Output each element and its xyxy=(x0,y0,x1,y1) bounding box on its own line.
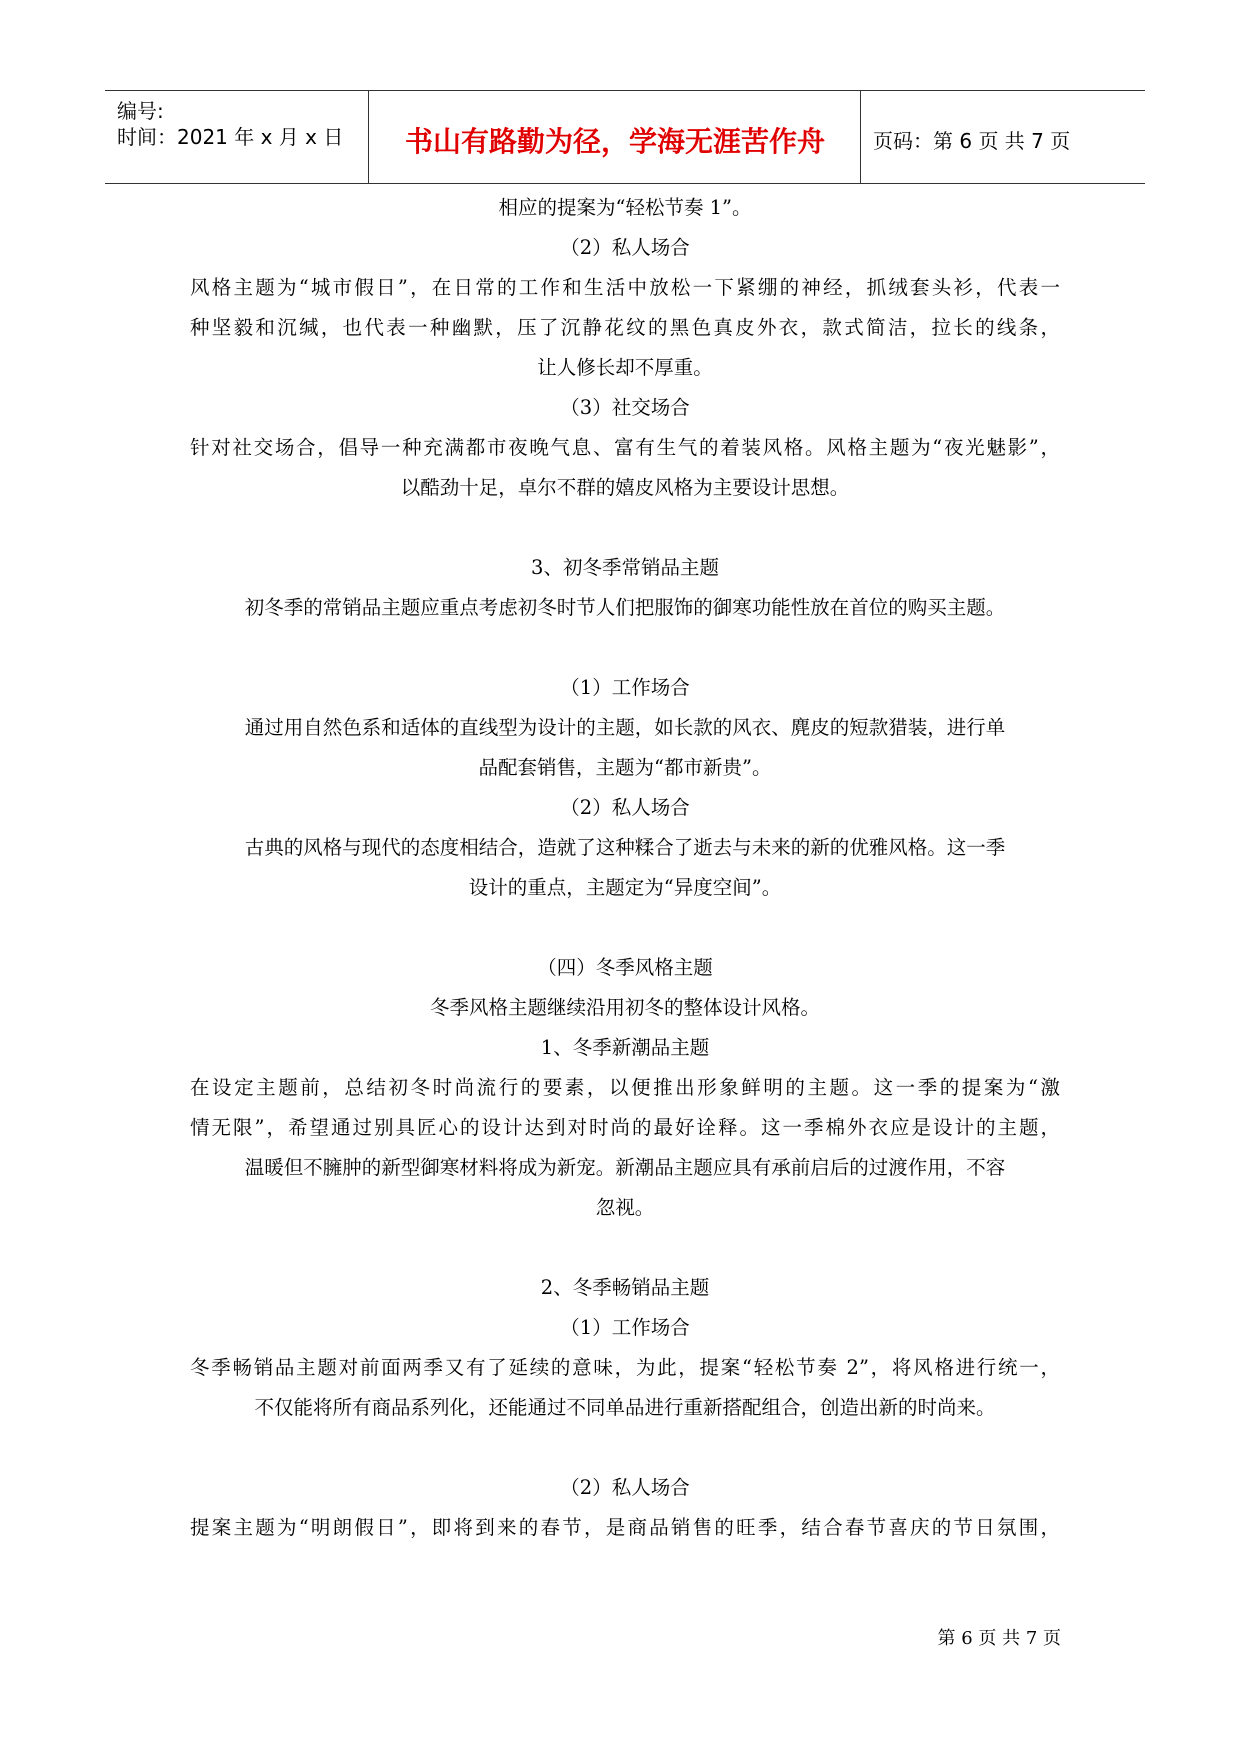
text-line: （3）社交场合 xyxy=(560,396,690,419)
text-line: 针对社交场合，倡导一种充满都市夜晚气息、富有生气的着装风格。风格主题为“夜光魅影”， xyxy=(190,436,1060,459)
text-line: （2）私人场合 xyxy=(560,796,690,819)
header-divider-left xyxy=(368,90,369,183)
header-bottom-rule xyxy=(105,183,1145,184)
header-page-label: 页码：第 6 页 共 7 页 xyxy=(873,129,1071,153)
text-line: 不仅能将所有商品系列化，还能通过不同单品进行重新搭配组合，创造出新的时尚来。 xyxy=(254,1396,996,1419)
text-line: 冬季畅销品主题对前面两季又有了延续的意味，为此，提案“轻松节奏 2”，将风格进行统一， xyxy=(190,1356,1060,1379)
text-line: 以酷劲十足，卓尔不群的嬉皮风格为主要设计思想。 xyxy=(400,476,850,499)
text-line: 种坚毅和沉缄，也代表一种幽默，压了沉静花纹的黑色真皮外衣，款式简洁，拉长的线条， xyxy=(190,316,1060,339)
text-line: （1）工作场合 xyxy=(560,676,690,699)
page-footer: 第 6 页 共 7 页 xyxy=(937,1628,1061,1649)
text-line: 初冬季的常销品主题应重点考虑初冬时节人们把服饰的御寒功能性放在首位的购买主题。 xyxy=(244,596,1006,619)
header-motto: 书山有路勤为径，学海无涯苦作舟 xyxy=(404,125,825,158)
text-line: 忽视。 xyxy=(595,1196,655,1219)
text-line: 冬季风格主题继续沿用初冬的整体设计风格。 xyxy=(429,996,820,1019)
text-line: 风格主题为“城市假日”，在日常的工作和生活中放松一下紧绷的神经，抓绒套头衫，代表一 xyxy=(190,276,1060,299)
header-time-label: 时间：2021 年 x 月 x 日 xyxy=(117,125,344,149)
text-line: 设计的重点，主题定为“异度空间”。 xyxy=(468,876,782,899)
text-line: 提案主题为“明朗假日”，即将到来的春节，是商品销售的旺季，结合春节喜庆的节日氛围， xyxy=(190,1516,1060,1539)
header-divider-right xyxy=(860,90,861,183)
text-line: 在设定主题前，总结初冬时尚流行的要素，以便推出形象鲜明的主题。这一季的提案为“激 xyxy=(190,1076,1060,1099)
text-line: 1、冬季新潮品主题 xyxy=(540,1036,710,1059)
text-line: 温暖但不臃肿的新型御寒材料将成为新宠。新潮品主题应具有承前启后的过渡作用，不容 xyxy=(244,1156,1006,1179)
text-line: 通过用自然色系和适体的直线型为设计的主题，如长款的风衣、麂皮的短款猎装，进行单 xyxy=(244,716,1006,739)
text-line: （2）私人场合 xyxy=(560,1476,690,1499)
text-line: （1）工作场合 xyxy=(560,1316,690,1339)
text-line: 3、初冬季常销品主题 xyxy=(531,556,719,579)
text-line: 情无限”，希望通过别具匠心的设计达到对时尚的最好诠释。这一季棉外衣应是设计的主题， xyxy=(190,1116,1060,1139)
text-line: 2、冬季畅销品主题 xyxy=(540,1276,710,1299)
header-top-rule xyxy=(105,90,1145,91)
text-line: 古典的风格与现代的态度相结合，造就了这种糅合了逝去与未来的新的优雅风格。这一季 xyxy=(244,836,1006,859)
text-line: （四）冬季风格主题 xyxy=(537,956,713,979)
header-number-label: 编号: xyxy=(117,99,164,123)
text-line: 相应的提案为“轻松节奏 1”。 xyxy=(498,196,752,219)
text-line: 让人修长却不厚重。 xyxy=(537,356,713,379)
text-line: 品配套销售，主题为“都市新贵”。 xyxy=(478,756,772,779)
text-line: （2）私人场合 xyxy=(560,236,690,259)
